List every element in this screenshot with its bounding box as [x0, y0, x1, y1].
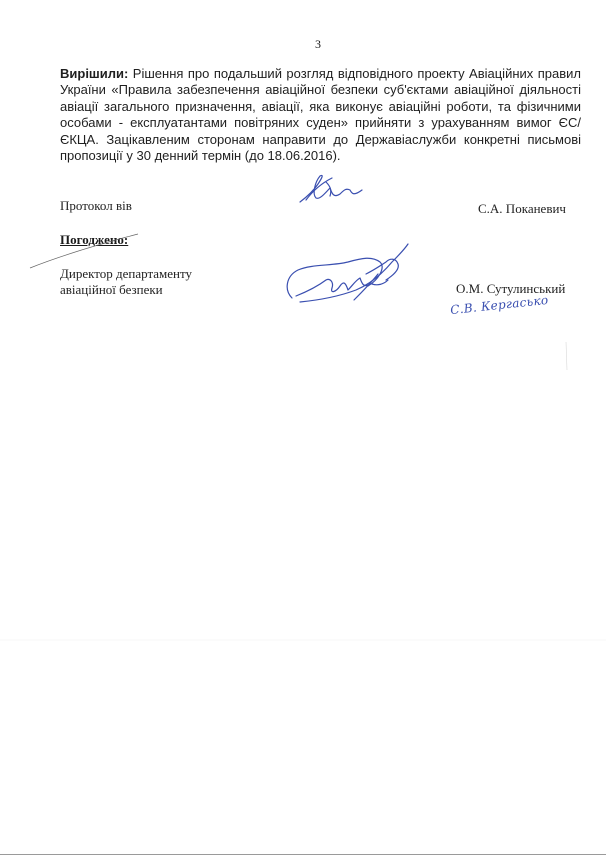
bottom-rule: [0, 854, 606, 855]
scan-artifact: [566, 342, 567, 370]
decision-paragraph: [60, 66, 581, 164]
director-signature: [287, 244, 408, 302]
agreed-label: Погоджено:: [60, 232, 129, 247]
decision-text: Рішення про подальший розгляд відповідного проекту Авіаційних правил України «Правила забезпечення авіаційної безпеки суб'єктами авіаційної діяльності авіації загального призначення, авіації, яка виконує авіаційні роботи, та фізичними особами - експлуатантами повітряних суден» прийняти з урахуванням вимог ЄС/ЄКЦА. Зацікавленим сторонам направити до Державіаслужби конкретні письмові пропозиції у 30 денний термін (до 18.06.2016).: [60, 66, 581, 164]
page-number: 3: [315, 37, 321, 51]
protocol-label: Протокол вів: [60, 198, 132, 213]
director-title-line2: авіаційної безпеки: [60, 282, 163, 297]
director-title: [60, 266, 192, 298]
secretary-signature: [300, 175, 362, 202]
decision-label: Вирішили:: [60, 66, 129, 81]
director-name: О.М. Сутулинський: [456, 281, 566, 296]
secretary-name: С.А. Поканевич: [478, 201, 566, 216]
director-title-line1: Директор департаменту: [60, 266, 193, 281]
handwritten-note: С.В. Кергасько: [449, 292, 550, 318]
